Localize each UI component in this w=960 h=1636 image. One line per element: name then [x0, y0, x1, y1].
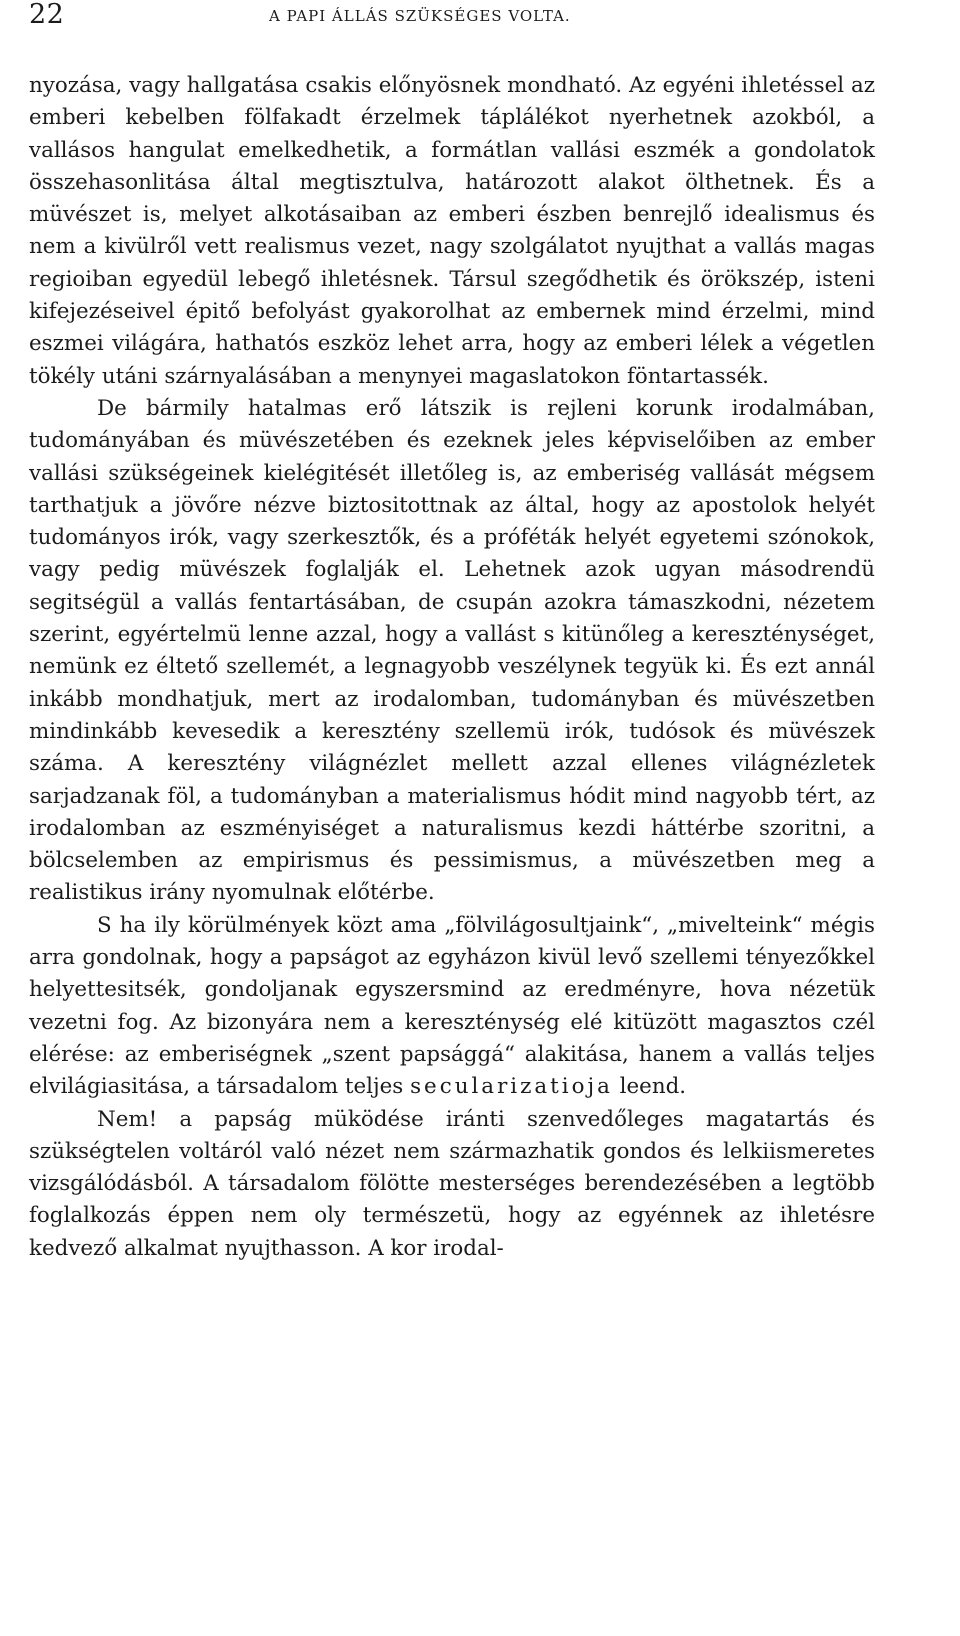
paragraph-priesthood: Nem! a papság müködése iránti szenvedőleges magatartás és szükségtelen voltáról való nézet nem származhatik gondos és lelkiismeretes vizsgálódásból. A társadalom fölötte mesterséges berendezésében a legtöbb foglalkozás éppen nem oly természetü, hogy az egyénnek az ihletésre kedvező alkalmat nyujthasson. A kor irodal- — [29, 1106, 875, 1261]
paragraph-text-before: S ha ily körülmények közt ama „fölvilágosultjaink“, „miveltеink“ mégis arra gondolnak, hogy a papságot az egyházon kivül levő szellemi tényezőkkel helyettesitsék, gondoljanak egyszersmind az eredményre, hova nézetük vezetni fog. Az bizonyára nem a kereszténység elé kitüzött magasztos czél elérése: az emberiségnek „szent papsággá“ alakitása, hanem a vallás teljes elvilágiasitása, a társadalom teljes — [29, 912, 875, 1100]
paragraph-continuation: nyozása, vagy hallgatása csakis előnyösnek mondható. Az egyéni ihletéssel az emberi kebelben fölfakadt érzelmek táplálékot nyerhetnek azokból, a vallásos hangulat emelkedhetik, a formátlan vallási eszmék a gondolatok összehasonlitása által megtisztulva, határozott alakot ölthetnek. És a müvészet is, melyet alkotásaiban az emberi észben benrejlő idealismus és nem a kivülről vett realismus vezet, nagy szolgálatot nyujthat a vallás magas regioiban egyedül lebegő ihletésnek. Társul szegődhetik és örökszép, isteni kifejezéseivel épitő befolyást gyakorolhat az embernek mind érzelmi, mind eszmei világára, hathatós eszköz lehet arra, hogy az emberi lélek a végetlen tökély utáni szárnyalásában a menynyei magaslatokon föntartassék. — [29, 73, 875, 389]
page-header — [29, 0, 875, 70]
emphasized-word: secularizatioja — [410, 1074, 613, 1100]
running-head: A PAPI ÁLLÁS SZÜKSÉGES VOLTA. — [269, 7, 571, 25]
paragraph-text-after: leend. — [612, 1074, 687, 1100]
page-number: 22 — [29, 0, 65, 30]
body-text — [29, 70, 875, 1265]
book-page — [29, 0, 875, 1265]
paragraph-enlightened-ones — [29, 910, 875, 1104]
paragraph-literature-science-art: De bármily hatalmas erő látszik is rejleni korunk irodalmában, tudományában és müvészetében és ezeknek jeles képviselőiben az ember vallási szükségeinek kielégitését illetőleg is, az emberiség vallását mégsem tarthatjuk a jövőre nézve biztositottnak az által, hogy az apostolok helyét tudományos irók, vagy szerkesztők, és a próféták helyét egyetemi szónokok, vagy pedig müvészek foglalják el. Lehetnek azok ugyan másodrendü segitségül a vallás fentartásában, de csupán azokra támaszkodni, nézetem szerint, egyértelmü lenne azzal, hogy a vallást s kitünőleg a kereszténységet, nemünk ez éltető szellemét, a legnagyobb veszélynek tegyük ki. És ezt annál inkább mondhatjuk, mert az irodalomban, tudományban és müvészetben mindinkább kevesedik a keresztény szellemü irók, tudósok és müvészek száma. A keresztény világnézlet mellett azzal ellenes világnézletek sarjadzanak föl, a tudományban a materialismus hódit mind nagyobb tért, az irodalomban az eszményiséget a naturalismus kezdi háttérbe szoritni, a bölcselemben az empirismus és pessimismus, a müvészetben meg a realistikus irány nyomulnak előtérbe. — [29, 395, 875, 906]
